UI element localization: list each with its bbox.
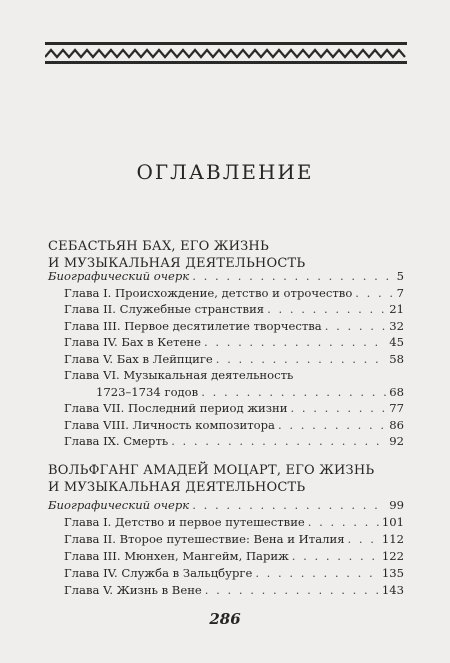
toc-entry[interactable] [64,548,404,565]
leader-dots [292,548,379,565]
entry-label: Глава IX. Смерть [64,434,169,448]
header-ornament [45,42,407,64]
leader-dots [204,334,386,351]
toc-entry[interactable] [64,318,404,335]
section-title-line: И МУЗЫКАЛЬНАЯ ДЕЯТЕЛЬНОСТЬ [48,480,306,495]
toc-entry[interactable] [64,417,404,434]
toc-entry[interactable] [64,400,404,417]
entry-label: Глава III. Мюнхен, Мангейм, Париж [64,549,289,563]
section-title-line: И МУЗЫКАЛЬНАЯ ДЕЯТЕЛЬНОСТЬ [48,256,306,271]
leader-dots [201,384,386,401]
leader-dots [192,268,393,285]
entry-page: 86 [389,417,404,432]
toc-entry[interactable] [64,301,404,318]
entry-label: Глава VI. Музыкальная деятельность [64,368,294,382]
entry-page: 92 [389,434,404,448]
entry-page: 68 [389,384,404,399]
entry-page: 58 [389,351,404,366]
leader-dots [216,351,386,368]
entry-label: Биографический очерк [48,498,190,512]
entry-page: 99 [389,498,404,512]
section-title-line: СЕБАСТЬЯН БАХ, ЕГО ЖИЗНЬ [48,239,269,254]
entry-label: Глава V. Бах в Лейпциге [64,351,213,366]
entry-page: 112 [381,532,404,546]
toc-entry[interactable] [64,582,404,599]
entry-label: Глава I. Детство и первое путешествие [64,515,305,529]
entry-label: Глава I. Происхождение, детство и отрочество [64,285,353,300]
leader-dots [291,400,387,417]
entry-label: Глава VIII. Личность композитора [64,417,275,432]
entry-page: 122 [381,549,404,563]
entry-label: Глава IV. Служба в Зальцбурге [64,566,253,580]
toc-entry[interactable] [64,367,404,384]
leader-dots [255,565,379,582]
leader-dots [355,285,393,302]
entry-page: 45 [389,335,404,349]
entry-label: Глава II. Второе путешествие: Вена и Италия [64,532,345,546]
toc-entry[interactable] [64,433,404,450]
toc-entry-bach-intro[interactable] [48,268,404,285]
toc-entry[interactable] [64,351,404,368]
entry-page: 7 [396,285,404,300]
entry-page: 21 [389,302,404,316]
entry-label: Глава V. Жизнь в Вене [64,583,202,597]
leader-dots [308,514,379,531]
toc-entry[interactable] [64,285,404,302]
toc-entry-continuation[interactable] [96,384,404,401]
entry-label: Биографический очерк [48,269,190,283]
entry-page: 32 [389,318,404,333]
leader-dots [325,318,387,335]
leader-dots [171,433,386,450]
leader-dots [348,531,379,548]
page-number: 286 [209,610,241,628]
section-title-bach [48,238,408,272]
entry-label: Глава IV. Бах в Кетене [64,335,201,349]
leader-dots [205,582,379,599]
entry-page: 101 [381,515,404,529]
entry-page: 5 [396,269,404,283]
entry-label: Глава VII. Последний период жизни [64,401,288,415]
entry-page: 77 [389,401,404,415]
toc-entry-mozart-intro[interactable] [48,497,404,514]
section-title-mozart [48,462,408,496]
entry-page: 143 [381,583,404,597]
section-title-line: ВОЛЬФГАНГ АМАДЕЙ МОЦАРТ, ЕГО ЖИЗНЬ [48,463,375,478]
leader-dots [192,497,386,514]
toc-entry[interactable] [64,565,404,582]
toc-entry[interactable] [64,514,404,531]
entry-page: 135 [381,566,404,580]
entry-label: Глава III. Первое десятилетие творчества [64,318,322,333]
entry-label: 1723–1734 годов [96,384,199,399]
toc-heading: ОГЛАВЛЕНИЕ [136,160,314,184]
entry-label: Глава II. Служебные странствия [64,302,265,316]
toc-entry[interactable] [64,334,404,351]
toc-entry[interactable] [64,531,404,548]
leader-dots [267,301,386,318]
leader-dots [278,417,386,434]
